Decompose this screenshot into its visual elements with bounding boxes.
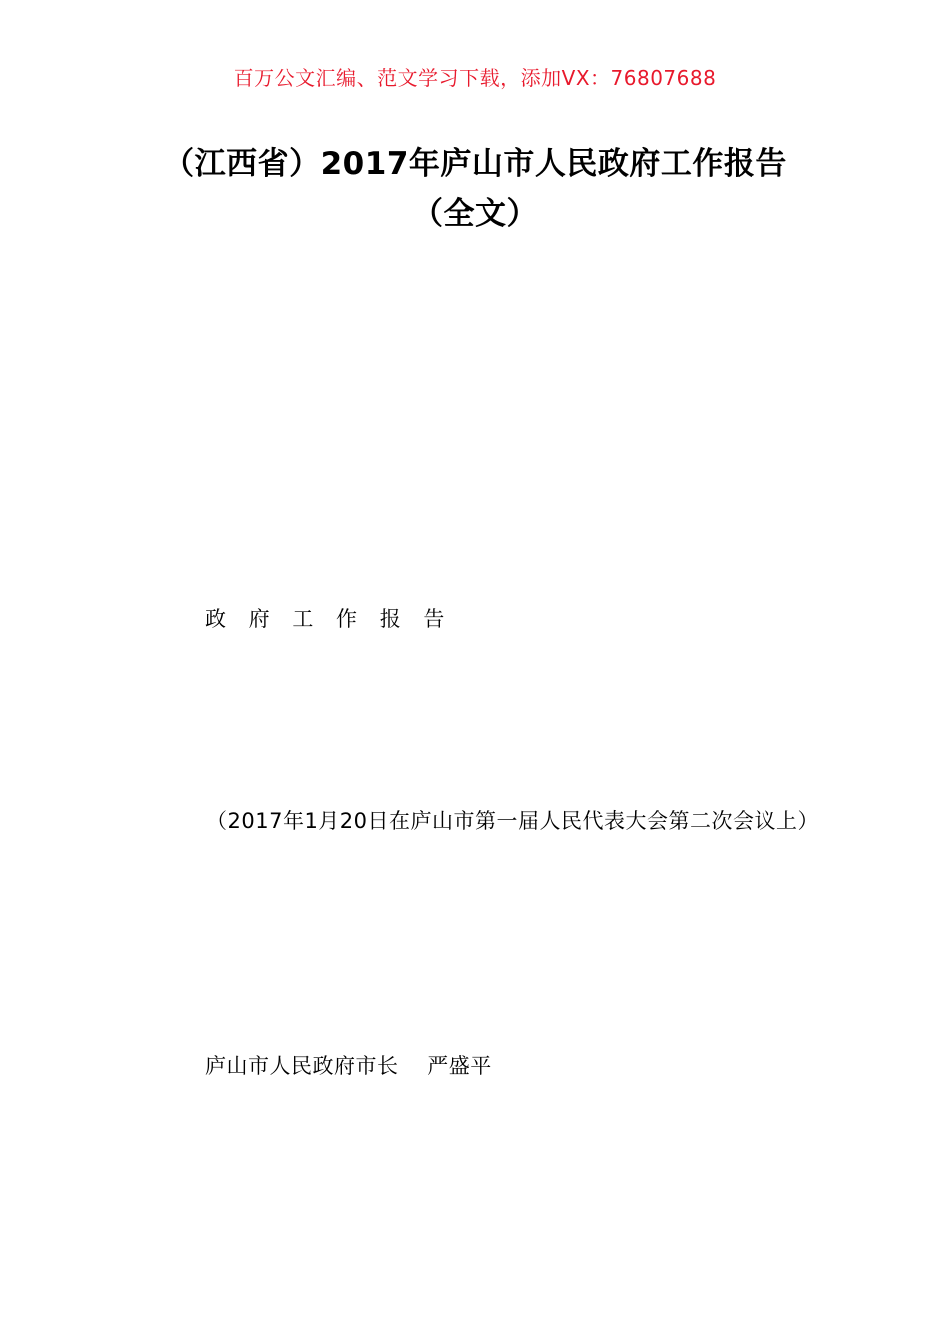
page-title: （江西省）2017年庐山市人民政府工作报告（全文） (163, 146, 787, 232)
signature-line: 庐山市人民政府市长 严盛平 (205, 1054, 492, 1078)
report-heading: 政 府 工 作 报 告 (205, 607, 453, 631)
watermark-banner: 百万公文汇编、范文学习下载，添加VX：76807688 (233, 66, 717, 90)
meeting-info: （2017年1月20日在庐山市第一届人民代表大会第二次会议上） (206, 809, 820, 833)
